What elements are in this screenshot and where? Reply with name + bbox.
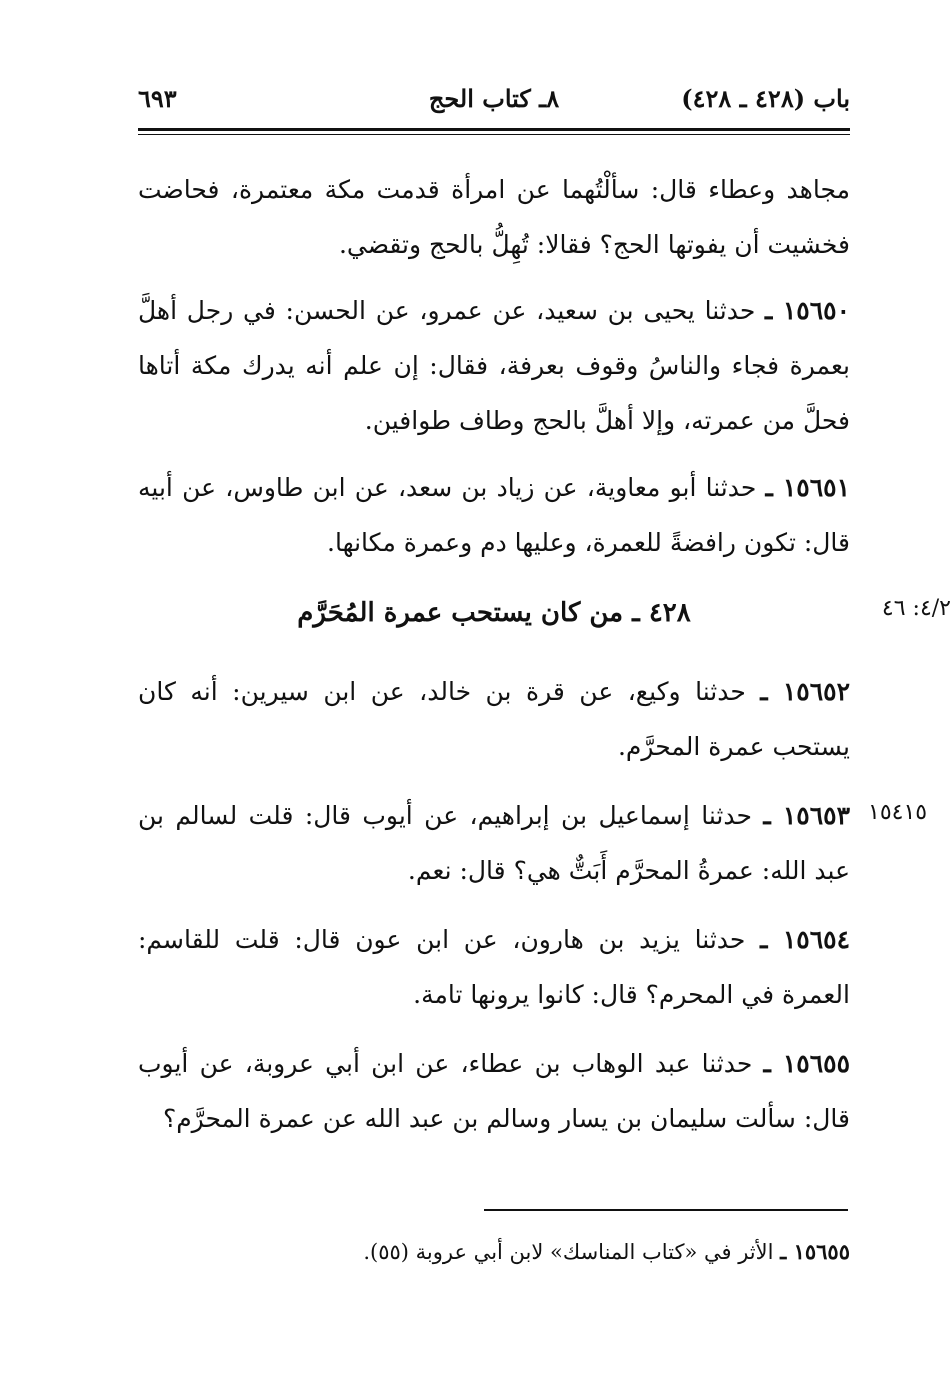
hadith-text: حدثنا أبو معاوية، عن زياد بن سعد، عن ابن طاوس، عن أبيه قال: تكون رافضةً للعمرة، وعليها دم وعمرة مكانها. <box>138 473 850 557</box>
book-title: ٨ـ كتاب الحج <box>428 84 560 113</box>
hadith-number: ١٥٦٥١ ـ <box>765 473 850 502</box>
hadith-number: ١٥٦٥٤ ـ <box>760 925 851 954</box>
hadith-text: حدثنا يزيد بن هارون، عن ابن عون قال: قلت للقاسم: العمرة في المحرم؟ قال: كانوا يرونها تامة. <box>138 925 850 1009</box>
section-heading: ٤٢٨ ـ من كان يستحب عمرة المُحَرَّم <box>297 598 691 628</box>
hadith-number: ١٥٦٥٢ ـ <box>760 677 850 706</box>
margin-reference: ٤/٢: ٤٦ <box>881 596 951 621</box>
header-rule-thin <box>138 134 850 135</box>
hadith-text: حدثنا إسماعيل بن إبراهيم، عن أيوب قال: قلت لسالم بن عبد الله: عمرةُ المحرَّم أَبَتٌّ هي؟ قال: نعم. <box>138 801 850 885</box>
paragraph-text: مجاهد وعطاء قال: سألْتُهما عن امرأة قدمت مكة معتمرة، فحاضت فخشيت أن يفوتها الحج؟ فقالا: تُهِلُّ بالحج وتقضي. <box>138 175 850 259</box>
hadith-15654 <box>138 912 850 1022</box>
hadith-number: ١٥٦٥٥ ـ <box>763 1049 850 1078</box>
margin-reference: ١٥٤١٥ <box>868 800 928 825</box>
page-number: ٦٩٣ <box>138 84 177 113</box>
hadith-15655 <box>138 1036 850 1146</box>
hadith-number: ١٥٦٥٠ ـ <box>765 296 850 325</box>
hadith-15651 <box>138 460 850 570</box>
footnote-number: ١٥٦٥٥ ـ <box>780 1239 850 1264</box>
hadith-15650 <box>138 283 850 448</box>
hadith-15652 <box>138 664 850 774</box>
hadith-text: حدثنا يحيى بن سعيد، عن عمرو، عن الحسن: في رجل أهلَّ بعمرة فجاء والناسُ وقوف بعرفة، فقال: إن علم أنه يدرك مكة أتاها فحلَّ من عمرته، وإلا أهلَّ بالحج وطاف طوافين. <box>138 296 850 435</box>
page-header <box>138 84 850 124</box>
footnote-text: الأثر في «كتاب المناسك» لابن أبي عروبة (٥٥). <box>363 1240 781 1264</box>
header-rule-thick <box>138 128 850 131</box>
footnote-separator <box>484 1209 848 1211</box>
chapter-label: باب (٤٢٨ ـ ٤٢٨) <box>681 84 850 113</box>
hadith-15653 <box>138 788 850 898</box>
footnote <box>138 1232 850 1272</box>
hadith-text: حدثنا عبد الوهاب بن عطاء، عن ابن أبي عروبة، عن أيوب قال: سألت سليمان بن يسار وسالم بن عبد الله عن عمرة المحرَّم؟ <box>138 1049 850 1133</box>
paragraph-continuation <box>138 162 850 272</box>
hadith-text: حدثنا وكيع، عن قرة بن خالد، عن ابن سيرين: أنه كان يستحب عمرة المحرَّم. <box>138 677 850 761</box>
hadith-number: ١٥٦٥٣ ـ <box>763 801 851 830</box>
